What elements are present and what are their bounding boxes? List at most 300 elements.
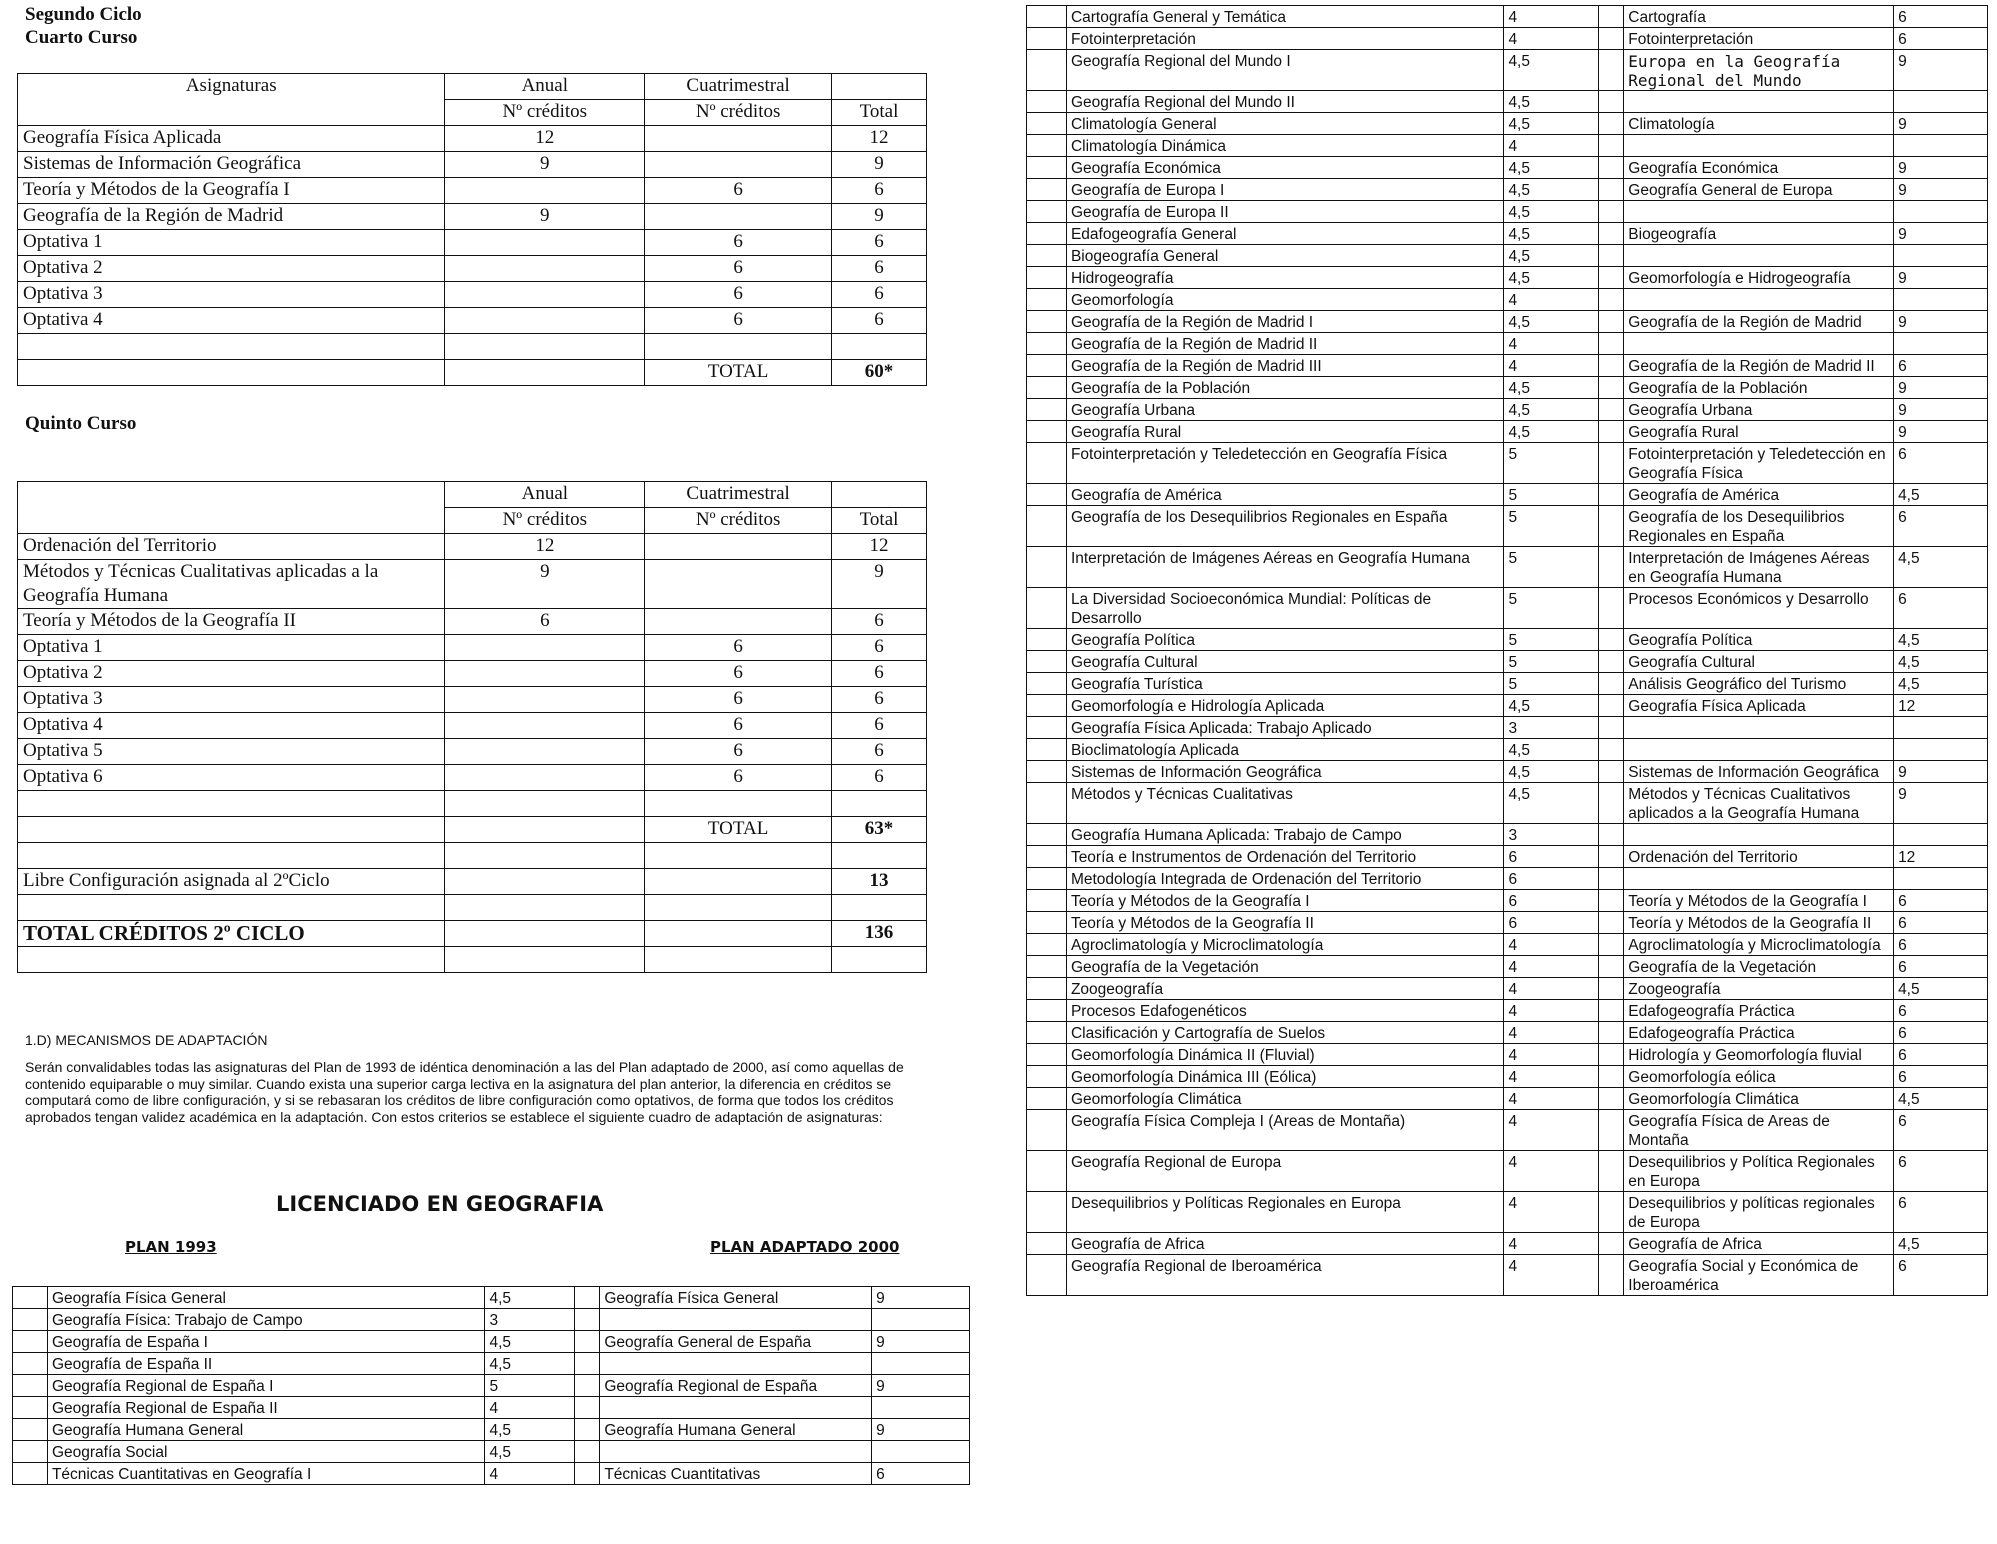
cell-new: Geografía de la Región de Madrid xyxy=(1624,311,1894,333)
cell-new: Sistemas de Información Geográfica xyxy=(1624,761,1894,783)
adapt-row xyxy=(1027,1022,1988,1044)
cell-name: Optativa 3 xyxy=(18,282,445,308)
cell-ncr: 6 xyxy=(1894,6,1988,28)
cell-new: Geografía Física de Areas de Montaña xyxy=(1624,1110,1894,1151)
cell-cr: 5 xyxy=(485,1375,575,1397)
cell-ncr: 6 xyxy=(1894,890,1988,912)
adapt-row xyxy=(1027,868,1988,890)
course4-title: Cuarto Curso xyxy=(25,27,138,48)
cell-ncr: 9 xyxy=(872,1331,970,1353)
adapt-row xyxy=(1027,135,1988,157)
cell-new: Geomorfología Climática xyxy=(1624,1088,1894,1110)
course-row xyxy=(18,308,927,334)
cell-cuatri: 6 xyxy=(645,178,832,204)
cell-new: Geografía de Africa xyxy=(1624,1233,1894,1255)
total-label: TOTAL xyxy=(645,360,832,386)
adapt-row xyxy=(1027,890,1988,912)
total-creditos-label: TOTAL CRÉDITOS 2º CICLO xyxy=(18,921,445,947)
cell-ncr: 6 xyxy=(1894,506,1988,547)
cell-cr: 4 xyxy=(1504,355,1599,377)
cell-old: Geografía de la Región de Madrid II xyxy=(1066,333,1504,355)
course-row xyxy=(18,230,927,256)
cell-cr: 4,5 xyxy=(1504,761,1599,783)
cell-old: Geografía Humana Aplicada: Trabajo de Campo xyxy=(1066,824,1504,846)
cell-cr: 3 xyxy=(1504,717,1599,739)
cell-ncr: 4,5 xyxy=(1894,673,1988,695)
total-value: 63* xyxy=(832,817,927,843)
cell-anual: 9 xyxy=(445,204,645,230)
cell-name: Teoría y Métodos de la Geografía II xyxy=(18,609,445,635)
cell-ncr xyxy=(1894,135,1988,157)
cell-new: Geografía Regional de España xyxy=(600,1375,872,1397)
adapt-row xyxy=(1027,1066,1988,1088)
total-label: TOTAL xyxy=(645,817,832,843)
cell-old: Teoría y Métodos de la Geografía II xyxy=(1066,912,1504,934)
adapt-row xyxy=(1027,50,1988,91)
course-row xyxy=(18,256,927,282)
cell-ncr: 9 xyxy=(872,1419,970,1441)
cell-ncr: 6 xyxy=(1894,1255,1988,1296)
cell-new: Desequilibrios y políticas regionales de Europa xyxy=(1624,1192,1894,1233)
cell-old: Hidrogeografía xyxy=(1066,267,1504,289)
degree-title: LICENCIADO EN GEOGRAFIA xyxy=(276,1192,604,1216)
cell-new: Geografía de la Región de Madrid II xyxy=(1624,355,1894,377)
adapt-row xyxy=(1027,28,1988,50)
cell-old: Geografía de Africa xyxy=(1066,1233,1504,1255)
adapt-row xyxy=(1027,201,1988,223)
adapt-row xyxy=(1027,443,1988,484)
cell-old: Geomorfología Dinámica II (Fluvial) xyxy=(1066,1044,1504,1066)
cell-old: Geomorfología Dinámica III (Eólica) xyxy=(1066,1066,1504,1088)
cell-ncr xyxy=(1894,739,1988,761)
cell-ncr: 6 xyxy=(1894,355,1988,377)
cycle-title: Segundo Ciclo xyxy=(25,4,142,25)
cell-old: Geografía Regional de España I xyxy=(47,1375,485,1397)
cell-old: Geografía de la Región de Madrid I xyxy=(1066,311,1504,333)
cell-new xyxy=(1624,201,1894,223)
cell-cr: 5 xyxy=(1504,484,1599,506)
cell-anual xyxy=(445,687,645,713)
adapt-row xyxy=(13,1309,970,1331)
cell-ncr xyxy=(1894,201,1988,223)
cell-new: Geografía de la Población xyxy=(1624,377,1894,399)
cell-cr: 6 xyxy=(1504,890,1599,912)
adapt-row xyxy=(1027,629,1988,651)
cell-cuatri xyxy=(645,126,832,152)
cell-total: 6 xyxy=(832,609,927,635)
cell-new xyxy=(1624,289,1894,311)
header-cuatrimestral: Cuatrimestral xyxy=(645,74,832,100)
adapt-row xyxy=(1027,157,1988,179)
cell-old: Interpretación de Imágenes Aéreas en Geografía Humana xyxy=(1066,547,1504,588)
adapt-row xyxy=(1027,179,1988,201)
cell-old: Cartografía General y Temática xyxy=(1066,6,1504,28)
course-row xyxy=(18,739,927,765)
cell-cr: 4 xyxy=(1504,1000,1599,1022)
cell-cr: 4,5 xyxy=(1504,739,1599,761)
cell-new xyxy=(1624,717,1894,739)
cell-old: Geografía Física Aplicada: Trabajo Aplicado xyxy=(1066,717,1504,739)
cell-old: Geografía Social xyxy=(47,1441,485,1463)
cell-ncr: 6 xyxy=(1894,1022,1988,1044)
adapt-row xyxy=(1027,267,1988,289)
cell-ncr: 6 xyxy=(1894,912,1988,934)
cell-anual: 9 xyxy=(445,152,645,178)
cell-cr: 4 xyxy=(1504,135,1599,157)
adapt-row xyxy=(1027,1000,1988,1022)
header-creditos: Nº créditos xyxy=(445,100,645,126)
adapt-row xyxy=(1027,673,1988,695)
cell-total: 6 xyxy=(832,282,927,308)
cell-cr: 4,5 xyxy=(485,1419,575,1441)
cell-anual: 12 xyxy=(445,126,645,152)
cell-name: Optativa 2 xyxy=(18,661,445,687)
cell-anual: 12 xyxy=(445,534,645,560)
cell-ncr: 6 xyxy=(1894,588,1988,629)
cell-cuatri xyxy=(645,204,832,230)
header-total: Total xyxy=(832,100,927,126)
cell-cr: 4,5 xyxy=(1504,223,1599,245)
cell-cr: 4 xyxy=(1504,1066,1599,1088)
cell-ncr xyxy=(872,1353,970,1375)
cell-anual xyxy=(445,256,645,282)
cell-anual xyxy=(445,282,645,308)
cell-ncr: 9 xyxy=(1894,311,1988,333)
cell-cuatri: 6 xyxy=(645,256,832,282)
cell-new: Geografía de los Desequilibrios Regionales en España xyxy=(1624,506,1894,547)
cell-new: Geografía Física General xyxy=(600,1287,872,1309)
cell-ncr: 9 xyxy=(1894,761,1988,783)
section-title: 1.D) MECANISMOS DE ADAPTACIÓN xyxy=(25,1032,268,1048)
cell-old: Geografía de España II xyxy=(47,1353,485,1375)
cell-ncr xyxy=(872,1309,970,1331)
adapt-row xyxy=(1027,1255,1988,1296)
adapt-row xyxy=(1027,1044,1988,1066)
adapt-row xyxy=(1027,421,1988,443)
cell-cr: 5 xyxy=(1504,443,1599,484)
course5-table xyxy=(17,481,927,973)
total-value: 60* xyxy=(832,360,927,386)
cell-new: Fotointerpretación xyxy=(1624,28,1894,50)
cell-old: Teoría e Instrumentos de Ordenación del Territorio xyxy=(1066,846,1504,868)
adapt-row xyxy=(1027,761,1988,783)
adapt-row xyxy=(1027,245,1988,267)
adapt-row xyxy=(1027,399,1988,421)
cell-ncr xyxy=(872,1397,970,1419)
adapt-row xyxy=(13,1419,970,1441)
cell-cuatri: 6 xyxy=(645,765,832,791)
adapt-row xyxy=(1027,484,1988,506)
adapt-row xyxy=(1027,1192,1988,1233)
cell-old: La Diversidad Socioeconómica Mundial: Políticas de Desarrollo xyxy=(1066,588,1504,629)
cell-cr: 4 xyxy=(1504,333,1599,355)
course5-total-row xyxy=(18,817,927,843)
adapt-row xyxy=(1027,1110,1988,1151)
cell-ncr: 6 xyxy=(1894,443,1988,484)
cell-ncr xyxy=(1894,333,1988,355)
cell-ncr: 9 xyxy=(1894,399,1988,421)
cell-new: Europa en la Geografía Regional del Mundo xyxy=(1624,50,1894,91)
course-row xyxy=(18,126,927,152)
cell-anual: 6 xyxy=(445,609,645,635)
blank-row xyxy=(18,843,927,869)
header-creditos: Nº créditos xyxy=(645,100,832,126)
course-row xyxy=(18,560,927,609)
adapt-row xyxy=(1027,783,1988,824)
cell-old: Geografía Regional de España II xyxy=(47,1397,485,1419)
cell-ncr: 6 xyxy=(1894,1000,1988,1022)
cell-old: Geografía Regional del Mundo I xyxy=(1066,50,1504,91)
cell-old: Geografía Física General xyxy=(47,1287,485,1309)
cell-ncr: 4,5 xyxy=(1894,978,1988,1000)
cell-name: Sistemas de Información Geográfica xyxy=(18,152,445,178)
cell-new: Geografía de América xyxy=(1624,484,1894,506)
cell-cuatri xyxy=(645,609,832,635)
course-row xyxy=(18,661,927,687)
total-creditos-row xyxy=(18,921,927,947)
cell-cr: 4,5 xyxy=(485,1353,575,1375)
cell-cr: 5 xyxy=(1504,651,1599,673)
cell-name: Optativa 4 xyxy=(18,308,445,334)
cell-total: 6 xyxy=(832,687,927,713)
libre-value: 13 xyxy=(832,869,927,895)
adapt-row xyxy=(1027,1088,1988,1110)
header-total: Total xyxy=(832,508,927,534)
cell-cr: 4,5 xyxy=(1504,157,1599,179)
cell-cr: 4,5 xyxy=(1504,113,1599,135)
adapt-row xyxy=(1027,1151,1988,1192)
cell-cuatri: 6 xyxy=(645,230,832,256)
adapt-row xyxy=(13,1441,970,1463)
blank-row xyxy=(18,334,927,360)
adapt-row xyxy=(1027,846,1988,868)
cell-old: Técnicas Cuantitativas en Geografía I xyxy=(47,1463,485,1485)
adapt-row xyxy=(1027,506,1988,547)
cell-old: Desequilibrios y Políticas Regionales en Europa xyxy=(1066,1192,1504,1233)
cell-new: Cartografía xyxy=(1624,6,1894,28)
cell-name: Geografía Física Aplicada xyxy=(18,126,445,152)
course5-header-row xyxy=(18,482,927,508)
cell-new: Ordenación del Territorio xyxy=(1624,846,1894,868)
plan-old-label: PLAN 1993 xyxy=(125,1238,217,1256)
course4-header-row xyxy=(18,74,927,100)
cell-cuatri: 6 xyxy=(645,308,832,334)
adapt-row xyxy=(1027,956,1988,978)
cell-cr: 5 xyxy=(1504,588,1599,629)
cell-name: Optativa 4 xyxy=(18,713,445,739)
cell-old: Zoogeografía xyxy=(1066,978,1504,1000)
cell-old: Geomorfología xyxy=(1066,289,1504,311)
cell-new: Desequilibrios y Política Regionales en Europa xyxy=(1624,1151,1894,1192)
cell-old: Teoría y Métodos de la Geografía I xyxy=(1066,890,1504,912)
total-creditos-value: 136 xyxy=(832,921,927,947)
cell-total: 6 xyxy=(832,713,927,739)
cell-new xyxy=(1624,333,1894,355)
cell-ncr: 6 xyxy=(1894,28,1988,50)
cell-total: 12 xyxy=(832,534,927,560)
cell-cr: 5 xyxy=(1504,547,1599,588)
cell-new: Técnicas Cuantitativas xyxy=(600,1463,872,1485)
plan-new-label: PLAN ADAPTADO 2000 xyxy=(710,1238,900,1256)
cell-old: Geografía Económica xyxy=(1066,157,1504,179)
adapt-row xyxy=(1027,717,1988,739)
course-row xyxy=(18,282,927,308)
cell-total: 6 xyxy=(832,230,927,256)
cell-cr: 6 xyxy=(1504,912,1599,934)
cell-new xyxy=(1624,868,1894,890)
cell-old: Sistemas de Información Geográfica xyxy=(1066,761,1504,783)
cell-anual xyxy=(445,739,645,765)
course-row xyxy=(18,765,927,791)
cell-name: Optativa 6 xyxy=(18,765,445,791)
cell-name: Optativa 1 xyxy=(18,230,445,256)
cell-ncr: 4,5 xyxy=(1894,484,1988,506)
cell-ncr: 9 xyxy=(1894,113,1988,135)
cell-cuatri: 6 xyxy=(645,635,832,661)
cell-cr: 4 xyxy=(1504,1233,1599,1255)
cell-total: 6 xyxy=(832,635,927,661)
cell-cr: 4,5 xyxy=(1504,267,1599,289)
cell-name: Optativa 2 xyxy=(18,256,445,282)
course-row xyxy=(18,204,927,230)
cell-new: Geomorfología e Hidrogeografía xyxy=(1624,267,1894,289)
cell-old: Agroclimatología y Microclimatología xyxy=(1066,934,1504,956)
cell-cr: 5 xyxy=(1504,629,1599,651)
cell-old: Biogeografía General xyxy=(1066,245,1504,267)
cell-old: Edafogeografía General xyxy=(1066,223,1504,245)
course-row xyxy=(18,635,927,661)
cell-new: Geografía Humana General xyxy=(600,1419,872,1441)
cell-cr: 4,5 xyxy=(1504,399,1599,421)
course4-total-row xyxy=(18,360,927,386)
adapt-row xyxy=(1027,651,1988,673)
cell-old: Geomorfología Climática xyxy=(1066,1088,1504,1110)
cell-cuatri: 6 xyxy=(645,739,832,765)
cell-old: Geografía Regional de Iberoamérica xyxy=(1066,1255,1504,1296)
cell-ncr: 6 xyxy=(1894,1192,1988,1233)
cell-cr: 4 xyxy=(1504,1255,1599,1296)
cell-new: Zoogeografía xyxy=(1624,978,1894,1000)
adapt-row xyxy=(1027,311,1988,333)
header-anual: Anual xyxy=(445,482,645,508)
cell-total: 6 xyxy=(832,739,927,765)
blank-row xyxy=(18,895,927,921)
cell-total: 9 xyxy=(832,560,927,609)
cell-ncr xyxy=(1894,245,1988,267)
cell-cr: 4,5 xyxy=(1504,179,1599,201)
cell-new: Geografía de la Vegetación xyxy=(1624,956,1894,978)
cell-new: Teoría y Métodos de la Geografía I xyxy=(1624,890,1894,912)
cell-cr: 4,5 xyxy=(1504,201,1599,223)
cell-ncr: 6 xyxy=(1894,1066,1988,1088)
cell-old: Geomorfología e Hidrología Aplicada xyxy=(1066,695,1504,717)
adaptation-table-left xyxy=(12,1286,970,1485)
cell-ncr: 9 xyxy=(1894,223,1988,245)
cell-old: Métodos y Técnicas Cualitativas xyxy=(1066,783,1504,824)
cell-new: Análisis Geográfico del Turismo xyxy=(1624,673,1894,695)
cell-total: 9 xyxy=(832,204,927,230)
cell-ncr xyxy=(1894,91,1988,113)
cell-name: Geografía de la Región de Madrid xyxy=(18,204,445,230)
cell-ncr: 9 xyxy=(872,1375,970,1397)
adapt-row xyxy=(1027,588,1988,629)
cell-ncr: 4,5 xyxy=(1894,1088,1988,1110)
cell-old: Geografía de Europa II xyxy=(1066,201,1504,223)
cell-old: Climatología General xyxy=(1066,113,1504,135)
cell-new xyxy=(1624,824,1894,846)
cell-cr: 4 xyxy=(1504,978,1599,1000)
adapt-row xyxy=(13,1375,970,1397)
cell-total: 6 xyxy=(832,178,927,204)
header-asignaturas: Asignaturas xyxy=(18,74,445,126)
cell-anual xyxy=(445,178,645,204)
cell-cr: 4,5 xyxy=(485,1441,575,1463)
adapt-row xyxy=(1027,739,1988,761)
cell-ncr: 6 xyxy=(1894,1044,1988,1066)
header-anual: Anual xyxy=(445,74,645,100)
cell-ncr: 6 xyxy=(1894,1151,1988,1192)
cell-old: Geografía Física: Trabajo de Campo xyxy=(47,1309,485,1331)
cell-cr: 4 xyxy=(1504,28,1599,50)
cell-old: Geografía de los Desequilibrios Regionales en España xyxy=(1066,506,1504,547)
cell-name: Optativa 1 xyxy=(18,635,445,661)
cell-old: Geografía de América xyxy=(1066,484,1504,506)
cell-ncr: 4,5 xyxy=(1894,651,1988,673)
cell-cr: 4 xyxy=(1504,289,1599,311)
course-row xyxy=(18,713,927,739)
cell-ncr: 9 xyxy=(1894,179,1988,201)
cell-new: Geografía General de España xyxy=(600,1331,872,1353)
adaptation-table-right xyxy=(1026,5,1988,1296)
cell-cr: 4,5 xyxy=(1504,377,1599,399)
cell-new: Geografía Económica xyxy=(1624,157,1894,179)
cell-new: Hidrología y Geomorfología fluvial xyxy=(1624,1044,1894,1066)
cell-anual xyxy=(445,230,645,256)
cell-cuatri xyxy=(645,152,832,178)
course-row xyxy=(18,178,927,204)
cell-anual xyxy=(445,308,645,334)
adapt-row xyxy=(13,1397,970,1419)
cell-cr: 4,5 xyxy=(1504,783,1599,824)
cell-ncr: 9 xyxy=(872,1287,970,1309)
cell-anual xyxy=(445,765,645,791)
cell-ncr: 9 xyxy=(1894,50,1988,91)
cell-cr: 4 xyxy=(1504,1044,1599,1066)
adapt-row xyxy=(1027,377,1988,399)
cell-anual xyxy=(445,713,645,739)
cell-cr: 3 xyxy=(485,1309,575,1331)
cell-new: Geografía Social y Económica de Iberoamérica xyxy=(1624,1255,1894,1296)
cell-old: Geografía Regional de Europa xyxy=(1066,1151,1504,1192)
cell-total: 6 xyxy=(832,765,927,791)
adapt-row xyxy=(1027,934,1988,956)
cell-cr: 4 xyxy=(1504,956,1599,978)
cell-old: Metodología Integrada de Ordenación del Territorio xyxy=(1066,868,1504,890)
cell-ncr: 9 xyxy=(1894,267,1988,289)
cell-old: Geografía de España I xyxy=(47,1331,485,1353)
cell-cr: 4 xyxy=(485,1397,575,1419)
cell-ncr xyxy=(1894,289,1988,311)
cell-cr: 5 xyxy=(1504,506,1599,547)
adapt-row xyxy=(1027,1233,1988,1255)
course4-table xyxy=(17,73,927,386)
cell-total: 6 xyxy=(832,308,927,334)
cell-old: Geografía Turística xyxy=(1066,673,1504,695)
cell-ncr: 4,5 xyxy=(1894,547,1988,588)
adapt-row xyxy=(13,1353,970,1375)
cell-cr: 4 xyxy=(1504,1088,1599,1110)
cell-ncr: 9 xyxy=(1894,783,1988,824)
